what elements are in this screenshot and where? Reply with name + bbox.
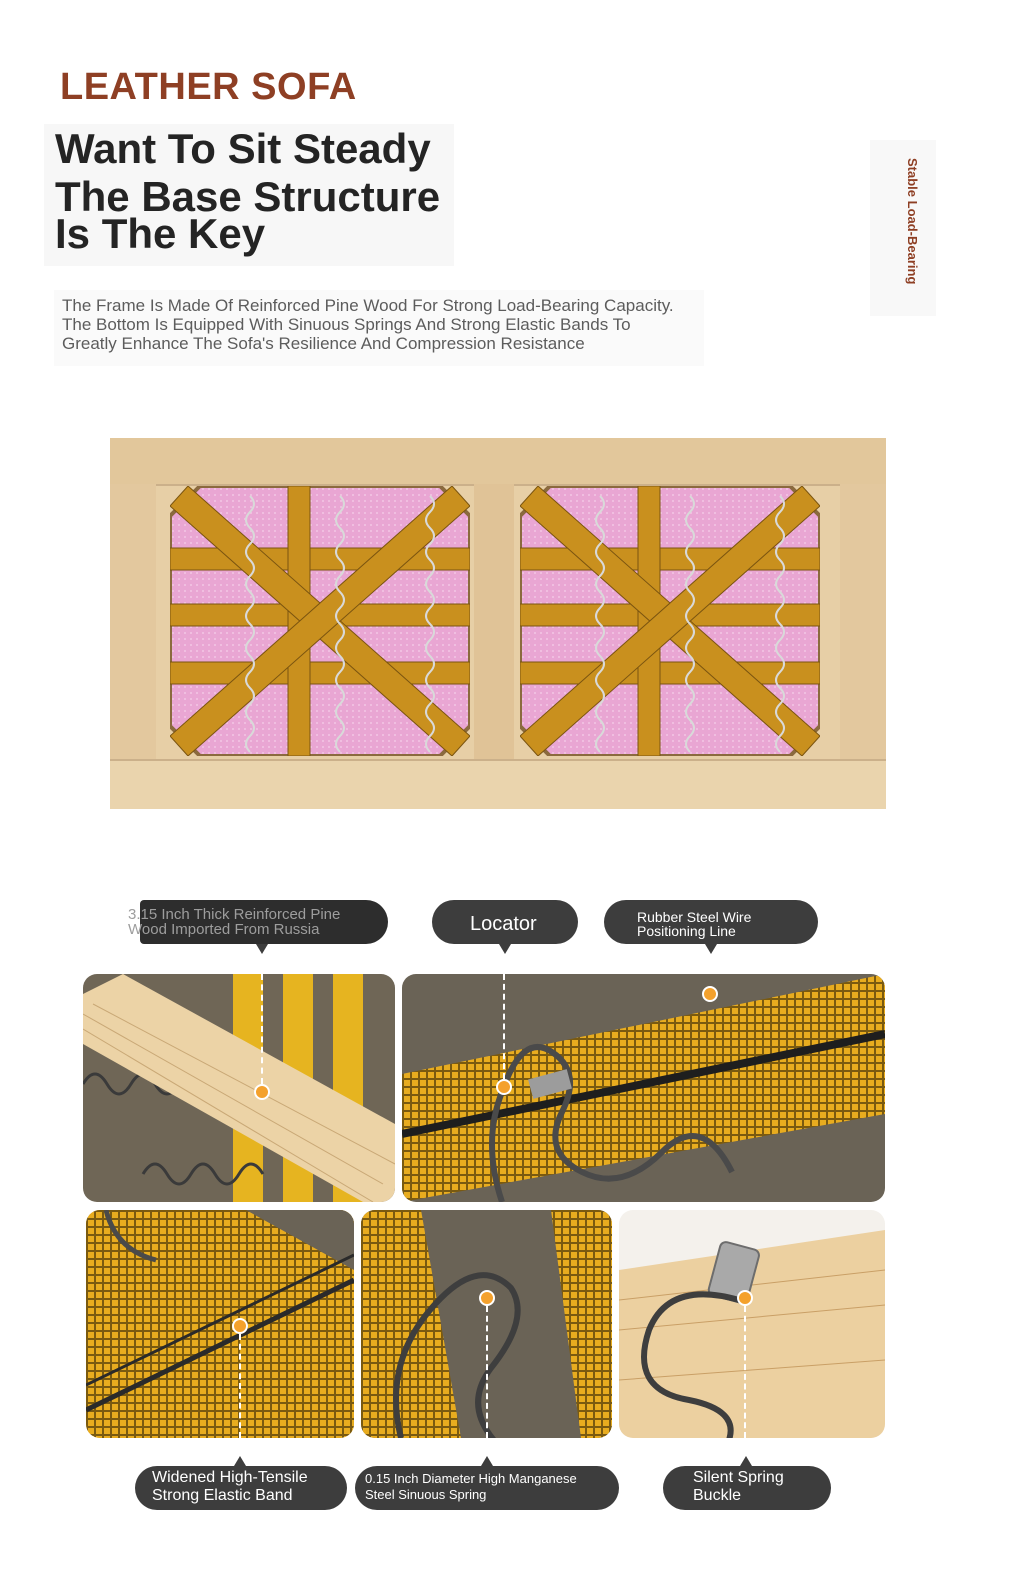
callout-spring-line-2: Steel Sinuous Spring xyxy=(365,1487,487,1502)
photo-pine-wood xyxy=(83,974,395,1202)
callout-buckle-line-2: Buckle xyxy=(693,1487,742,1504)
band-marker-dot xyxy=(232,1318,248,1334)
side-label xyxy=(905,158,933,328)
pine-leader-line xyxy=(261,974,263,1084)
frame-cell-right xyxy=(520,486,820,756)
callout-band-text xyxy=(152,1469,308,1505)
locator-leader-line xyxy=(503,974,505,1079)
callout-band-pointer xyxy=(234,1456,246,1466)
callout-buckle-line-1: Silent Spring xyxy=(693,1469,784,1486)
buckle-leader-line xyxy=(744,1306,746,1438)
locator-marker-dot xyxy=(496,1079,512,1095)
callout-buckle-pointer xyxy=(740,1456,752,1466)
callout-spring-pointer xyxy=(481,1456,493,1466)
description xyxy=(62,296,674,353)
callout-rubber-line-2: Positioning Line xyxy=(637,923,736,939)
callout-rubber-wire-text xyxy=(637,910,751,938)
callout-band-line-2: Strong Elastic Band xyxy=(152,1487,293,1504)
callout-spring-line-1: 0.15 Inch Diameter High Manganese xyxy=(365,1471,577,1486)
buckle-marker-dot xyxy=(737,1290,753,1306)
elastic-band-graphic xyxy=(86,1210,354,1438)
title-line-3: Is The Key xyxy=(55,210,266,257)
locator-band-graphic xyxy=(402,974,885,1202)
callout-spring-text xyxy=(365,1471,577,1503)
pine-marker-dot xyxy=(254,1084,270,1100)
frame-cell-left xyxy=(170,486,470,756)
band-leader-line xyxy=(239,1334,241,1438)
brand-heading: LEATHER SOFA xyxy=(60,66,357,108)
spring-marker-dot xyxy=(479,1290,495,1306)
callout-locator-text: Locator xyxy=(470,913,537,935)
rubber-wire-marker-dot xyxy=(702,986,718,1002)
photo-locator-band xyxy=(402,974,885,1202)
title-line-2: The Base Structure xyxy=(55,173,441,220)
frame-right-rail xyxy=(840,484,886,759)
webbing-right-graphic xyxy=(520,486,820,756)
side-label-text: Stable Load-Bearing xyxy=(905,158,920,285)
description-line-3: Greatly Enhance The Sofa's Resilience And Compression Resistance xyxy=(62,334,585,353)
callout-buckle-text xyxy=(693,1469,784,1505)
photo-elastic-band xyxy=(86,1210,354,1438)
frame-top-rail xyxy=(110,438,886,486)
callout-locator-pointer xyxy=(499,944,511,954)
photo-sinuous-spring xyxy=(361,1210,612,1438)
frame-bottom-rail xyxy=(110,759,886,809)
description-line-1: The Frame Is Made Of Reinforced Pine Wood For Strong Load-Bearing Capacity. xyxy=(62,296,674,315)
pine-wood-graphic xyxy=(83,974,395,1202)
callout-pine-line-1: 3.15 Inch Thick Reinforced Pine xyxy=(128,906,341,923)
spring-leader-line xyxy=(486,1306,488,1438)
callout-pine-wood-text xyxy=(128,907,340,937)
callout-band-line-1: Widened High-Tensile xyxy=(152,1469,308,1486)
webbing-left-graphic xyxy=(170,486,470,756)
callout-pine-line-2: Wood Imported From Russia xyxy=(128,921,320,938)
title-line-1: Want To Sit Steady xyxy=(55,125,431,172)
frame-middle-rail xyxy=(474,484,514,759)
callout-rubber-line-1: Rubber Steel Wire xyxy=(637,909,752,925)
spring-buckle-graphic xyxy=(619,1210,885,1438)
callout-pine-pointer xyxy=(256,944,268,954)
photo-spring-buckle xyxy=(619,1210,885,1438)
callout-rubber-pointer xyxy=(705,944,717,954)
description-line-2: The Bottom Is Equipped With Sinuous Springs And Strong Elastic Bands To xyxy=(62,315,631,334)
sofa-frame-illustration xyxy=(110,438,886,807)
frame-left-rail xyxy=(110,484,156,759)
